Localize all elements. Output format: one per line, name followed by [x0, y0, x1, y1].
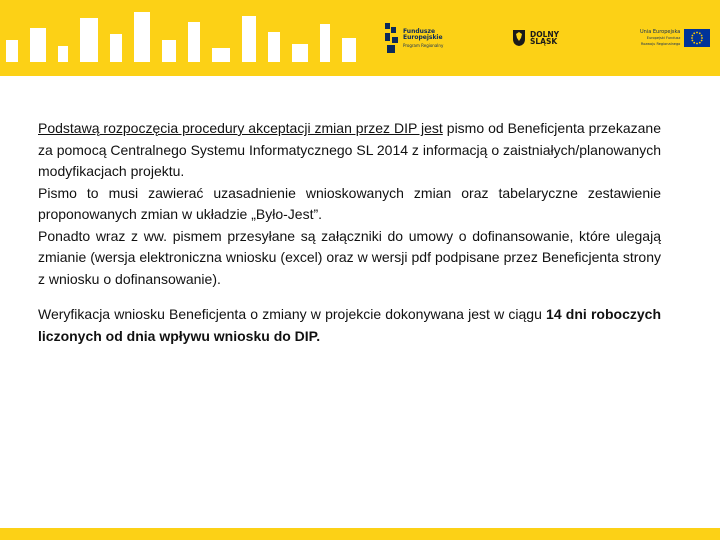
fundusze-subtitle: Program Regionalny	[403, 42, 444, 48]
footer-bar	[0, 528, 720, 540]
fundusze-title-2: Europejskie	[403, 33, 443, 41]
fundusze-title-1: Fundusze	[403, 27, 436, 35]
paragraph-3: Ponadto wraz z ww. pismem przesyłane są załączniki do umowy o dofinansowanie, które ulegają zmianie (wersja elektroniczna wniosku (excel) oraz w wersji pdf podpisane przez Beneficjenta strony z wniosku o dofinansowanie).	[38, 227, 661, 287]
paragraph-1	[38, 118, 661, 183]
paragraph-1-rest: pismo od Beneficjenta przekazane za pomocą Centralnego Systemu Informatycznego SL 2014 z informacją o zaistniałych/planowanych modyfikacjach projektu.	[38, 120, 661, 179]
fundusze-emblem-icon	[385, 23, 399, 53]
dolny-slask-logo	[512, 18, 559, 58]
paragraph-spacer	[38, 290, 661, 304]
eu-flag-icon	[684, 29, 710, 47]
underlined-lead: Podstawą rozpoczęcia procedury akceptacji zmian przez DIP jest	[38, 120, 443, 136]
dolny-slask-line1: DOLNY	[530, 29, 560, 39]
header-bar	[0, 0, 720, 76]
unia-title: Unia Europejska	[640, 29, 681, 35]
decorative-pattern	[0, 0, 370, 76]
dolny-slask-line2: ŚLĄSK	[530, 37, 558, 46]
unia-sub-1: Europejski Fundusz	[646, 36, 681, 40]
paragraph-4-regular: Weryfikacja wniosku Beneficjenta o zmiany w projekcie dokonywana jest w ciągu	[38, 306, 547, 322]
coat-of-arms-icon	[512, 29, 526, 47]
paragraph-2: Pismo to musi zawierać uzasadnienie wnioskowanych zmian oraz tabelaryczne zestawienie proponowanych zmian w układzie „Było-Jest”.	[38, 184, 661, 222]
unia-europejska-logo	[640, 18, 710, 58]
paragraph-4-bold: 14 dni roboczych liczonych od dnia wpływu wniosku do DIP.	[38, 306, 662, 344]
paragraph-4	[38, 304, 661, 347]
fundusze-europejskie-logo	[385, 18, 443, 58]
slide-body	[38, 118, 661, 347]
unia-sub-2: Rozwoju Regionalnego	[640, 41, 681, 46]
